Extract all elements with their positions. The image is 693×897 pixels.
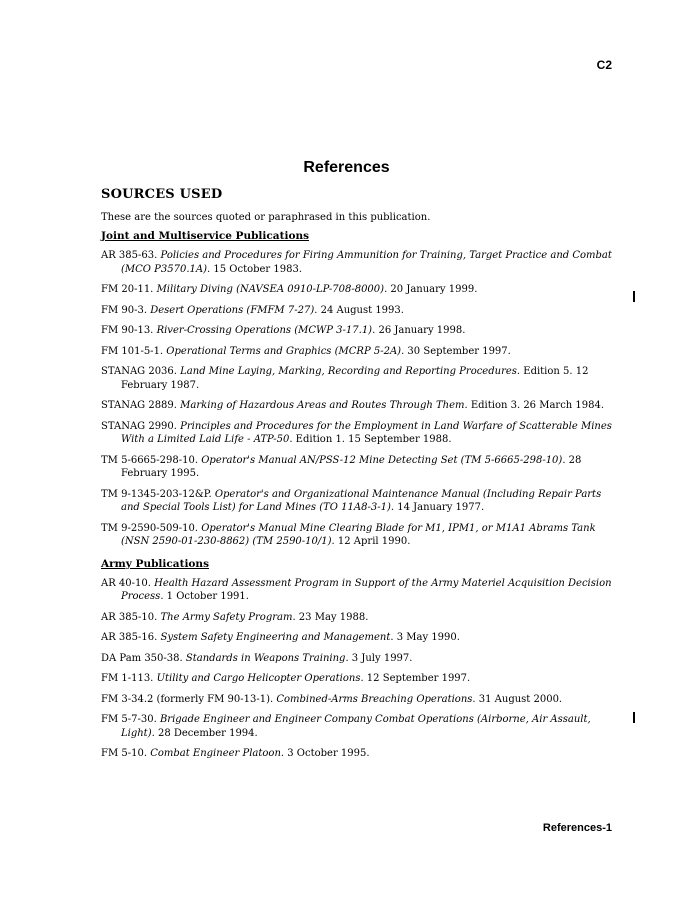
section-heading: SOURCES USED xyxy=(101,187,223,202)
reference-id: AR 40-10. xyxy=(101,577,151,589)
reference-item xyxy=(101,652,613,666)
section-intro: These are the sources quoted or paraphrased in this publication. xyxy=(101,212,431,223)
reference-details: . 20 January 1999. xyxy=(384,284,478,295)
reference-details: . 1 October 1991. xyxy=(160,591,249,602)
reference-id: FM 20-11. xyxy=(101,284,154,295)
page-title: References xyxy=(303,159,390,176)
reference-details: . 23 May 1988. xyxy=(292,611,369,623)
document-body xyxy=(101,187,613,768)
reference-details: . Edition 1. 15 September 1988. xyxy=(289,434,452,445)
reference-details: . 14 January 1977. xyxy=(390,502,485,513)
reference-id: TM 5-6665-298-10. xyxy=(101,454,199,466)
reference-title: Operator's and Organizational Maintenance Manual (Including Repair Parts and Special Tools List) for Land Mines (TO 11A8-3-1) xyxy=(121,488,602,513)
reference-title: Land Mine Laying, Marking, Recording and Reporting Procedures xyxy=(180,366,517,377)
reference-id: AR 385-10. xyxy=(101,611,158,623)
reference-title: Operational Terms and Graphics (MCRP 5-2A) xyxy=(166,345,402,357)
reference-item xyxy=(101,713,613,740)
group-heading-joint: Joint and Multiservice Publications xyxy=(101,230,309,242)
reference-id: FM 90-13. xyxy=(101,325,154,336)
reference-list-army xyxy=(101,577,613,761)
reference-item xyxy=(101,454,613,481)
reference-title: Combat Engineer Platoon xyxy=(150,748,281,759)
reference-item xyxy=(101,365,613,392)
reference-id: FM 5-7-30. xyxy=(101,714,157,725)
reference-title: Desert Operations (FMFM 7-27) xyxy=(150,304,315,316)
reference-item xyxy=(101,249,613,276)
reference-details: . 28 February 1995. xyxy=(121,454,582,479)
reference-item xyxy=(101,693,613,707)
reference-item xyxy=(101,420,613,447)
reference-title: Military Diving (NAVSEA 0910-LP-708-8000) xyxy=(156,284,385,295)
reference-title: Standards in Weapons Training xyxy=(185,652,346,664)
reference-details: . Edition 5. 12 February 1987. xyxy=(121,366,589,391)
reference-id: STANAG 2990. xyxy=(101,420,177,432)
reference-id: DA Pam 350-38. xyxy=(101,652,183,664)
reference-details: . 28 December 1994. xyxy=(151,727,258,739)
reference-title: Health Hazard Assessment Program in Support of the Army Materiel Acquisition Decision Process xyxy=(121,577,612,602)
reference-item xyxy=(101,522,613,549)
reference-title: Combined-Arms Breaching Operations xyxy=(276,693,473,705)
reference-details: . 3 October 1995. xyxy=(280,748,370,759)
reference-details: . 12 September 1997. xyxy=(360,673,471,684)
reference-id: TM 9-1345-203-12&P. xyxy=(101,488,212,500)
reference-title: Operator's Manual AN/PSS-12 Mine Detecting Set (TM 5-6665-298-10) xyxy=(201,454,563,466)
reference-item xyxy=(101,304,613,318)
reference-title: Operator's Manual Mine Clearing Blade for M1, IPM1, or M1A1 Abrams Tank (NSN 2590-01-230-8862) (TM 2590-10/1) xyxy=(121,522,596,547)
reference-item xyxy=(101,345,613,359)
reference-details: . 3 May 1990. xyxy=(390,632,460,643)
reference-details: . 15 October 1983. xyxy=(207,263,303,275)
reference-details: . Edition 3. 26 March 1984. xyxy=(464,400,605,411)
group-joint xyxy=(101,230,613,549)
reference-item xyxy=(101,577,613,604)
reference-details: . 12 April 1990. xyxy=(331,536,411,547)
change-bar xyxy=(633,291,635,302)
reference-id: AR 385-16. xyxy=(101,632,158,643)
reference-title: Principles and Procedures for the Employment in Land Warfare of Scatterable Mines With a Limited Laid Life - ATP-50 xyxy=(121,420,612,445)
reference-item xyxy=(101,399,613,413)
reference-id: FM 101-5-1. xyxy=(101,345,164,357)
reference-id: STANAG 2036. xyxy=(101,366,177,377)
reference-item xyxy=(101,747,613,761)
group-heading-army: Army Publications xyxy=(101,557,209,570)
reference-item xyxy=(101,283,613,297)
reference-title: Utility and Cargo Helicopter Operations xyxy=(156,673,361,684)
change-mark: C2 xyxy=(596,58,612,72)
reference-item xyxy=(101,488,613,515)
reference-id: FM 1-113. xyxy=(101,673,154,684)
reference-id: STANAG 2889. xyxy=(101,400,177,411)
reference-id: TM 9-2590-509-10. xyxy=(101,522,199,534)
reference-details: . 24 August 1993. xyxy=(314,304,404,316)
reference-item xyxy=(101,672,613,686)
reference-details: . 3 July 1997. xyxy=(345,652,413,664)
reference-id: AR 385-63. xyxy=(101,250,158,261)
reference-title: The Army Safety Program xyxy=(160,611,293,623)
reference-id: FM 90-3. xyxy=(101,304,148,316)
reference-item xyxy=(101,324,613,338)
reference-title: Brigade Engineer and Engineer Company Combat Operations (Airborne, Air Assault, Light) xyxy=(121,714,591,739)
reference-details: . 26 January 1998. xyxy=(372,325,466,336)
reference-list-joint xyxy=(101,249,613,549)
reference-item xyxy=(101,631,613,645)
reference-title: Marking of Hazardous Areas and Routes Through Them xyxy=(180,400,465,411)
reference-title: River-Crossing Operations (MCWP 3-17.1) xyxy=(156,325,373,336)
page-footer: References-1 xyxy=(542,822,612,834)
reference-title: Policies and Procedures for Firing Ammunition for Training, Target Practice and Combat (MCO P3570.1A) xyxy=(121,250,612,275)
change-bar xyxy=(633,712,635,723)
group-army xyxy=(101,558,613,761)
reference-id: FM 3-34.2 (formerly FM 90-13-1). xyxy=(101,693,274,705)
reference-title: System Safety Engineering and Management xyxy=(160,632,391,643)
reference-details: . 30 September 1997. xyxy=(401,345,511,357)
reference-id: FM 5-10. xyxy=(101,748,148,759)
reference-details: . 31 August 2000. xyxy=(472,693,563,705)
reference-item xyxy=(101,611,613,625)
